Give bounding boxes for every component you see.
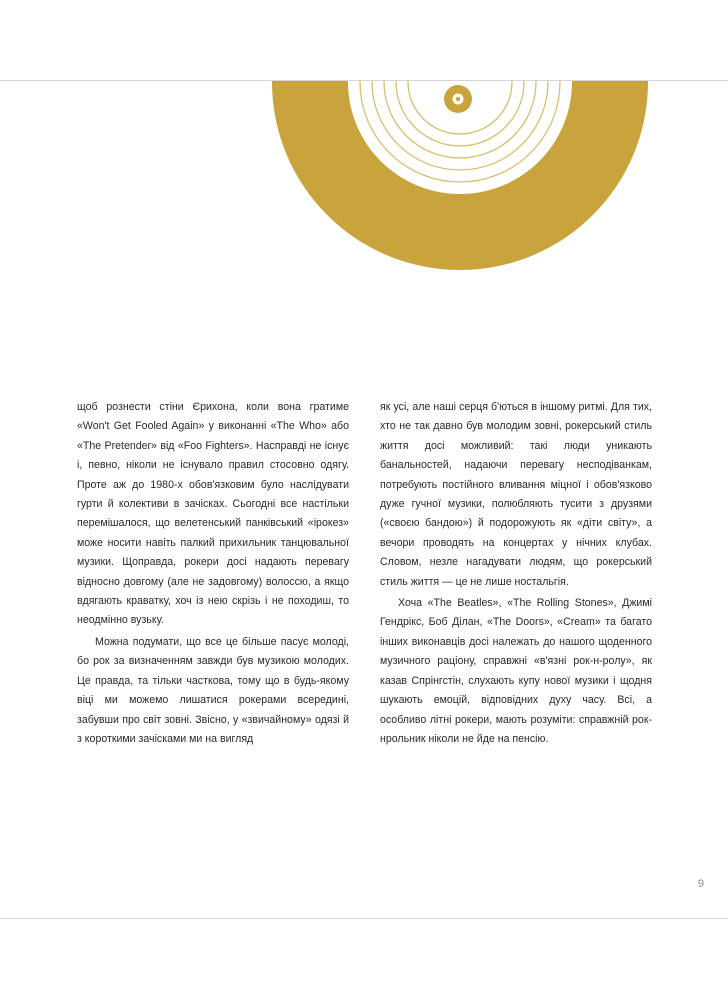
paragraph: Хоча «The Beatles», «The Rolling Stones», Джимі Гендрікс, Боб Ділан, «The Doors», «Cream» та багато інших виконавців досі належать до нашого щоденного музичного раціону, справжні «в'язні рок-н-ролу», як казав Спрінгстін, слухають купу нової музики і щодня шукають емоцій, відповідних духу часу. Всі, а особливо літні рокери, мають розуміти: справжній рок-нрольник ніколи не йде на пенсію. [380, 597, 652, 745]
text-column-left [77, 398, 349, 749]
page-number: 9 [697, 878, 704, 890]
record-spindle-hole [456, 97, 460, 101]
paragraph: Можна подумати, що все це більше пасує молоді, бо рок за визначенням завжди був музикою молодих. Це правда, та тільки часткова, тому що в будь-якому віці ми можемо лишатися рокерами всередині, забувши про світ зовні. Звісно, у «звичайному» одязі й з короткими зачісками ми на вигляд [77, 635, 349, 745]
text-column-right [380, 398, 652, 749]
vinyl-record-icon [0, 0, 728, 300]
paragraph: щоб рознести стіни Єрихона, коли вона гратиме «Won't Get Fooled Again» у виконанні «The Who» або «The Pretender» від «Foo Fighters». Насправді не існує і, певно, ніколи не існувало правил стосовно одягу. Проте аж до 1980-х обов'язковим було наслідувати гурти й колективи в зачісках. Сьогодні все настільки перемішалося, що велетенський панківський «ірокез» може носити навіть палкий прихильник танцювальної музики. Щоправда, рокери досі надають перевагу відносно довгому (але не задовгому) волоссю, а якщо вдягають краватку, хоч із нею скрізь і не походиш, то неодмінно вузьку. [77, 401, 349, 627]
bottom-divider [0, 918, 728, 919]
paragraph: як усі, але наші серця б'ються в іншому ритмі. Для тих, хто не так давно був молодим зовні, рокерський стиль життя досі можливий: такі люди уникають банальностей, надаючи перевагу несподіванкам, потребують постійного вливання міцної і обов'язково дуже гучної музики, полюбляють тусити з друзями («своєю бандою») й подорожують як «діти світу», а вечори проводять на концертах у нічних клубах. Словом, незле нагадувати людям, що рокерський стиль життя — це не лише ностальгія. [380, 401, 652, 588]
